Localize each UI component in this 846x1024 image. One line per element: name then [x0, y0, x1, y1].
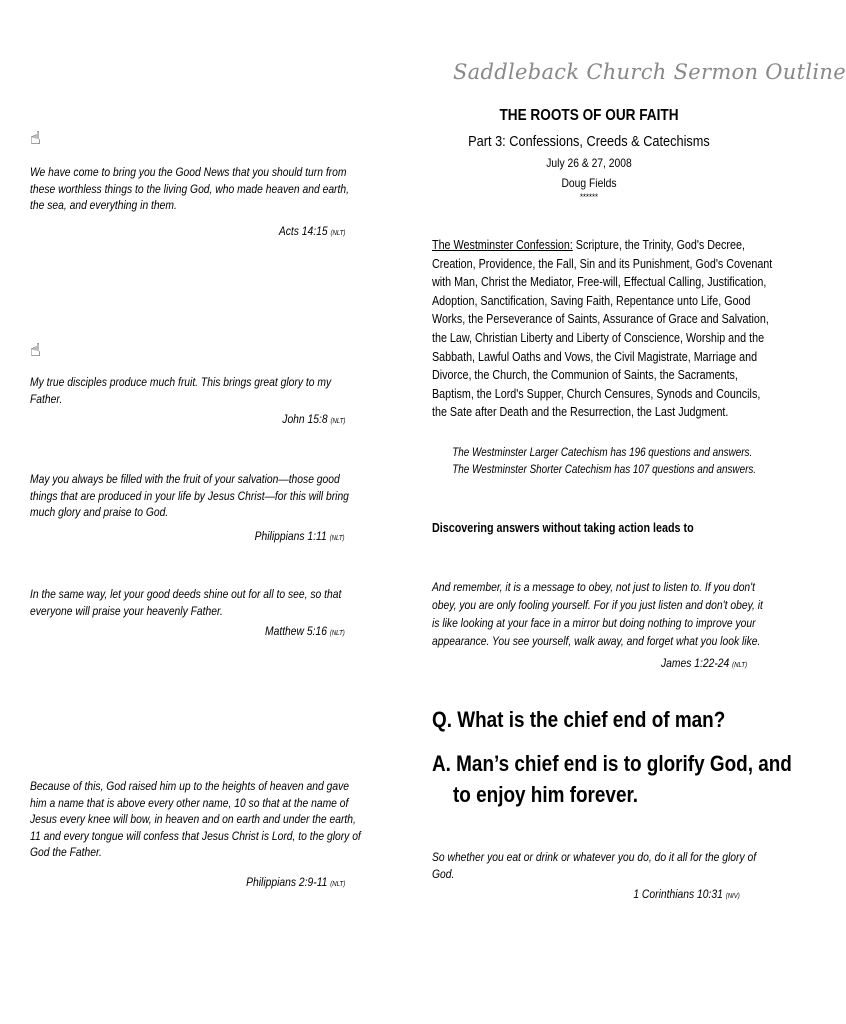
verse-reference	[246, 875, 345, 889]
verse-line: appearance. You see yourself, walk away, and forget what you look like.	[432, 634, 761, 648]
sermon-date: July 26 & 27, 2008	[546, 156, 632, 170]
verse-line: Because of this, God raised him up to the heights of heaven and gave	[30, 779, 349, 793]
westminster-first-line	[432, 236, 772, 255]
verse-reference	[255, 529, 345, 543]
verse-line: everyone will praise your heavenly Father.	[30, 603, 223, 618]
verse-line: much glory and praise to God.	[30, 505, 169, 519]
westminster-line: Sabbath, Lawful Oaths and Vows, the Civil Magistrate, Marriage and	[432, 349, 758, 364]
verse-reference	[278, 224, 345, 238]
verse-line: And remember, it is a message to obey, not just to listen to. If you don't	[432, 580, 756, 594]
pointing-hand-icon: ☝	[30, 340, 41, 360]
westminster-line: the Sate after Death and the Resurrection, the Last Judgment.	[432, 405, 729, 420]
reference-text: Matthew 5:16	[265, 624, 328, 638]
westminster-line: Creation, Providence, the Fall, Sin and its Punishment, God's Covenant	[432, 256, 773, 271]
chief-end-answer-line2: to enjoy him forever.	[453, 782, 639, 807]
verse-line: We have come to bring you the Good News that you should turn from	[30, 165, 347, 179]
chief-end-question: Q. What is the chief end of man?	[432, 707, 726, 732]
reference-text: John 15:8	[281, 412, 328, 426]
verse-line: God the Father.	[30, 845, 102, 859]
westminster-line: Works, the Perseverance of Saints, Assurance of Grace and Salvation,	[432, 312, 769, 327]
discovering-statement: Discovering answers without taking action leads to	[432, 521, 694, 535]
verse-reference	[265, 624, 345, 638]
verse-line: Father.	[30, 391, 63, 406]
westminster-line: Divorce, the Church, the Communion of Saints, the Sacraments,	[432, 368, 738, 383]
westminster-line: Adoption, Sanctification, Saving Faith, Repentance unto Life, Good	[432, 293, 751, 308]
verse-line: In the same way, let your good deeds shine out for all to see, so that	[30, 587, 342, 601]
verse-line: So whether you eat or drink or whatever you do, do it all for the glory of	[432, 850, 757, 864]
version-tag: (NLT)	[330, 630, 345, 637]
sermon-subtitle: Part 3: Confessions, Creeds & Catechisms	[468, 133, 710, 150]
separator: ******	[579, 192, 599, 202]
verse-reference	[282, 412, 345, 426]
verse-line: these worthless things to the living God, who made heaven and earth,	[30, 181, 349, 196]
chief-end-answer-line1: A. Man’s chief end is to glorify God, and	[432, 751, 792, 776]
verse-line: him a name that is above every other name, 10 so that at the name of	[30, 795, 349, 810]
westminster-line: Baptism, the Lord's Supper, Church Censures, Synods and Councils,	[432, 386, 761, 401]
catechism-note: The Westminster Larger Catechism has 196 questions and answers.	[452, 447, 753, 459]
verse-text	[30, 374, 331, 407]
verse-line: things that are produced in your life by Jesus Christ—for this will bring	[30, 488, 349, 503]
verse-line: 11 and every tongue will confess that Jesus Christ is Lord, to the glory of	[30, 828, 361, 843]
sermon-title: THE ROOTS OF OUR FAITH	[499, 107, 679, 124]
westminster-heading: The Westminster Confession:	[432, 238, 573, 252]
version-tag: (NLT)	[732, 662, 747, 669]
verse-reference	[661, 656, 747, 670]
verse-text	[30, 586, 341, 619]
verse-reference	[634, 887, 740, 901]
verse-line: May you always be filled with the fruit of your salvation—those good	[30, 472, 340, 486]
verse-text	[30, 778, 361, 861]
westminster-line: Scripture, the Trinity, God's Decree,	[572, 238, 745, 252]
verse-line: the sea, and everything in them.	[30, 198, 177, 212]
version-tag: (NIV)	[725, 893, 740, 900]
speaker-name: Doug Fields	[561, 176, 617, 190]
version-tag: (NLT)	[330, 418, 345, 425]
verse-text	[30, 471, 349, 521]
version-tag: (NLT)	[330, 230, 345, 237]
verse-text	[30, 164, 349, 214]
reference-text: Acts 14:15	[278, 224, 328, 238]
reference-text: 1 Corinthians 10:31	[633, 887, 724, 901]
verse-line: Jesus every knee will bow, in heaven and on earth and under the earth,	[30, 812, 356, 826]
pointing-hand-icon: ☝	[30, 128, 41, 148]
westminster-line: the Law, Christian Liberty and Liberty of Conscience, Worship and the	[432, 330, 765, 345]
verse-line: God.	[432, 867, 455, 881]
reference-text: Philippians 1:11	[255, 529, 328, 543]
corinthians-verse-text	[432, 849, 756, 883]
westminster-line: with Man, Christ the Mediator, Free-will, Effectual Calling, Justification,	[432, 275, 767, 290]
james-verse-text	[432, 578, 763, 650]
verse-line: obey, you are only fooling yourself. For if you just listen and don't obey, it	[432, 598, 763, 612]
church-brand: Saddleback Church Sermon Outline	[453, 60, 846, 84]
version-tag: (NLT)	[330, 881, 345, 888]
verse-line: My true disciples produce much fruit. This brings great glory to my	[30, 375, 332, 389]
verse-line: is like looking at your face in a mirror but doing nothing to improve your	[432, 616, 756, 630]
reference-text: James 1:22-24	[660, 656, 730, 670]
catechism-note: The Westminster Shorter Catechism has 107 questions and answers.	[452, 463, 757, 476]
westminster-confession-paragraph	[432, 236, 772, 422]
reference-text: Philippians 2:9-11	[245, 875, 328, 889]
catechism-notes	[452, 445, 757, 478]
version-tag: (NLT)	[330, 535, 345, 542]
